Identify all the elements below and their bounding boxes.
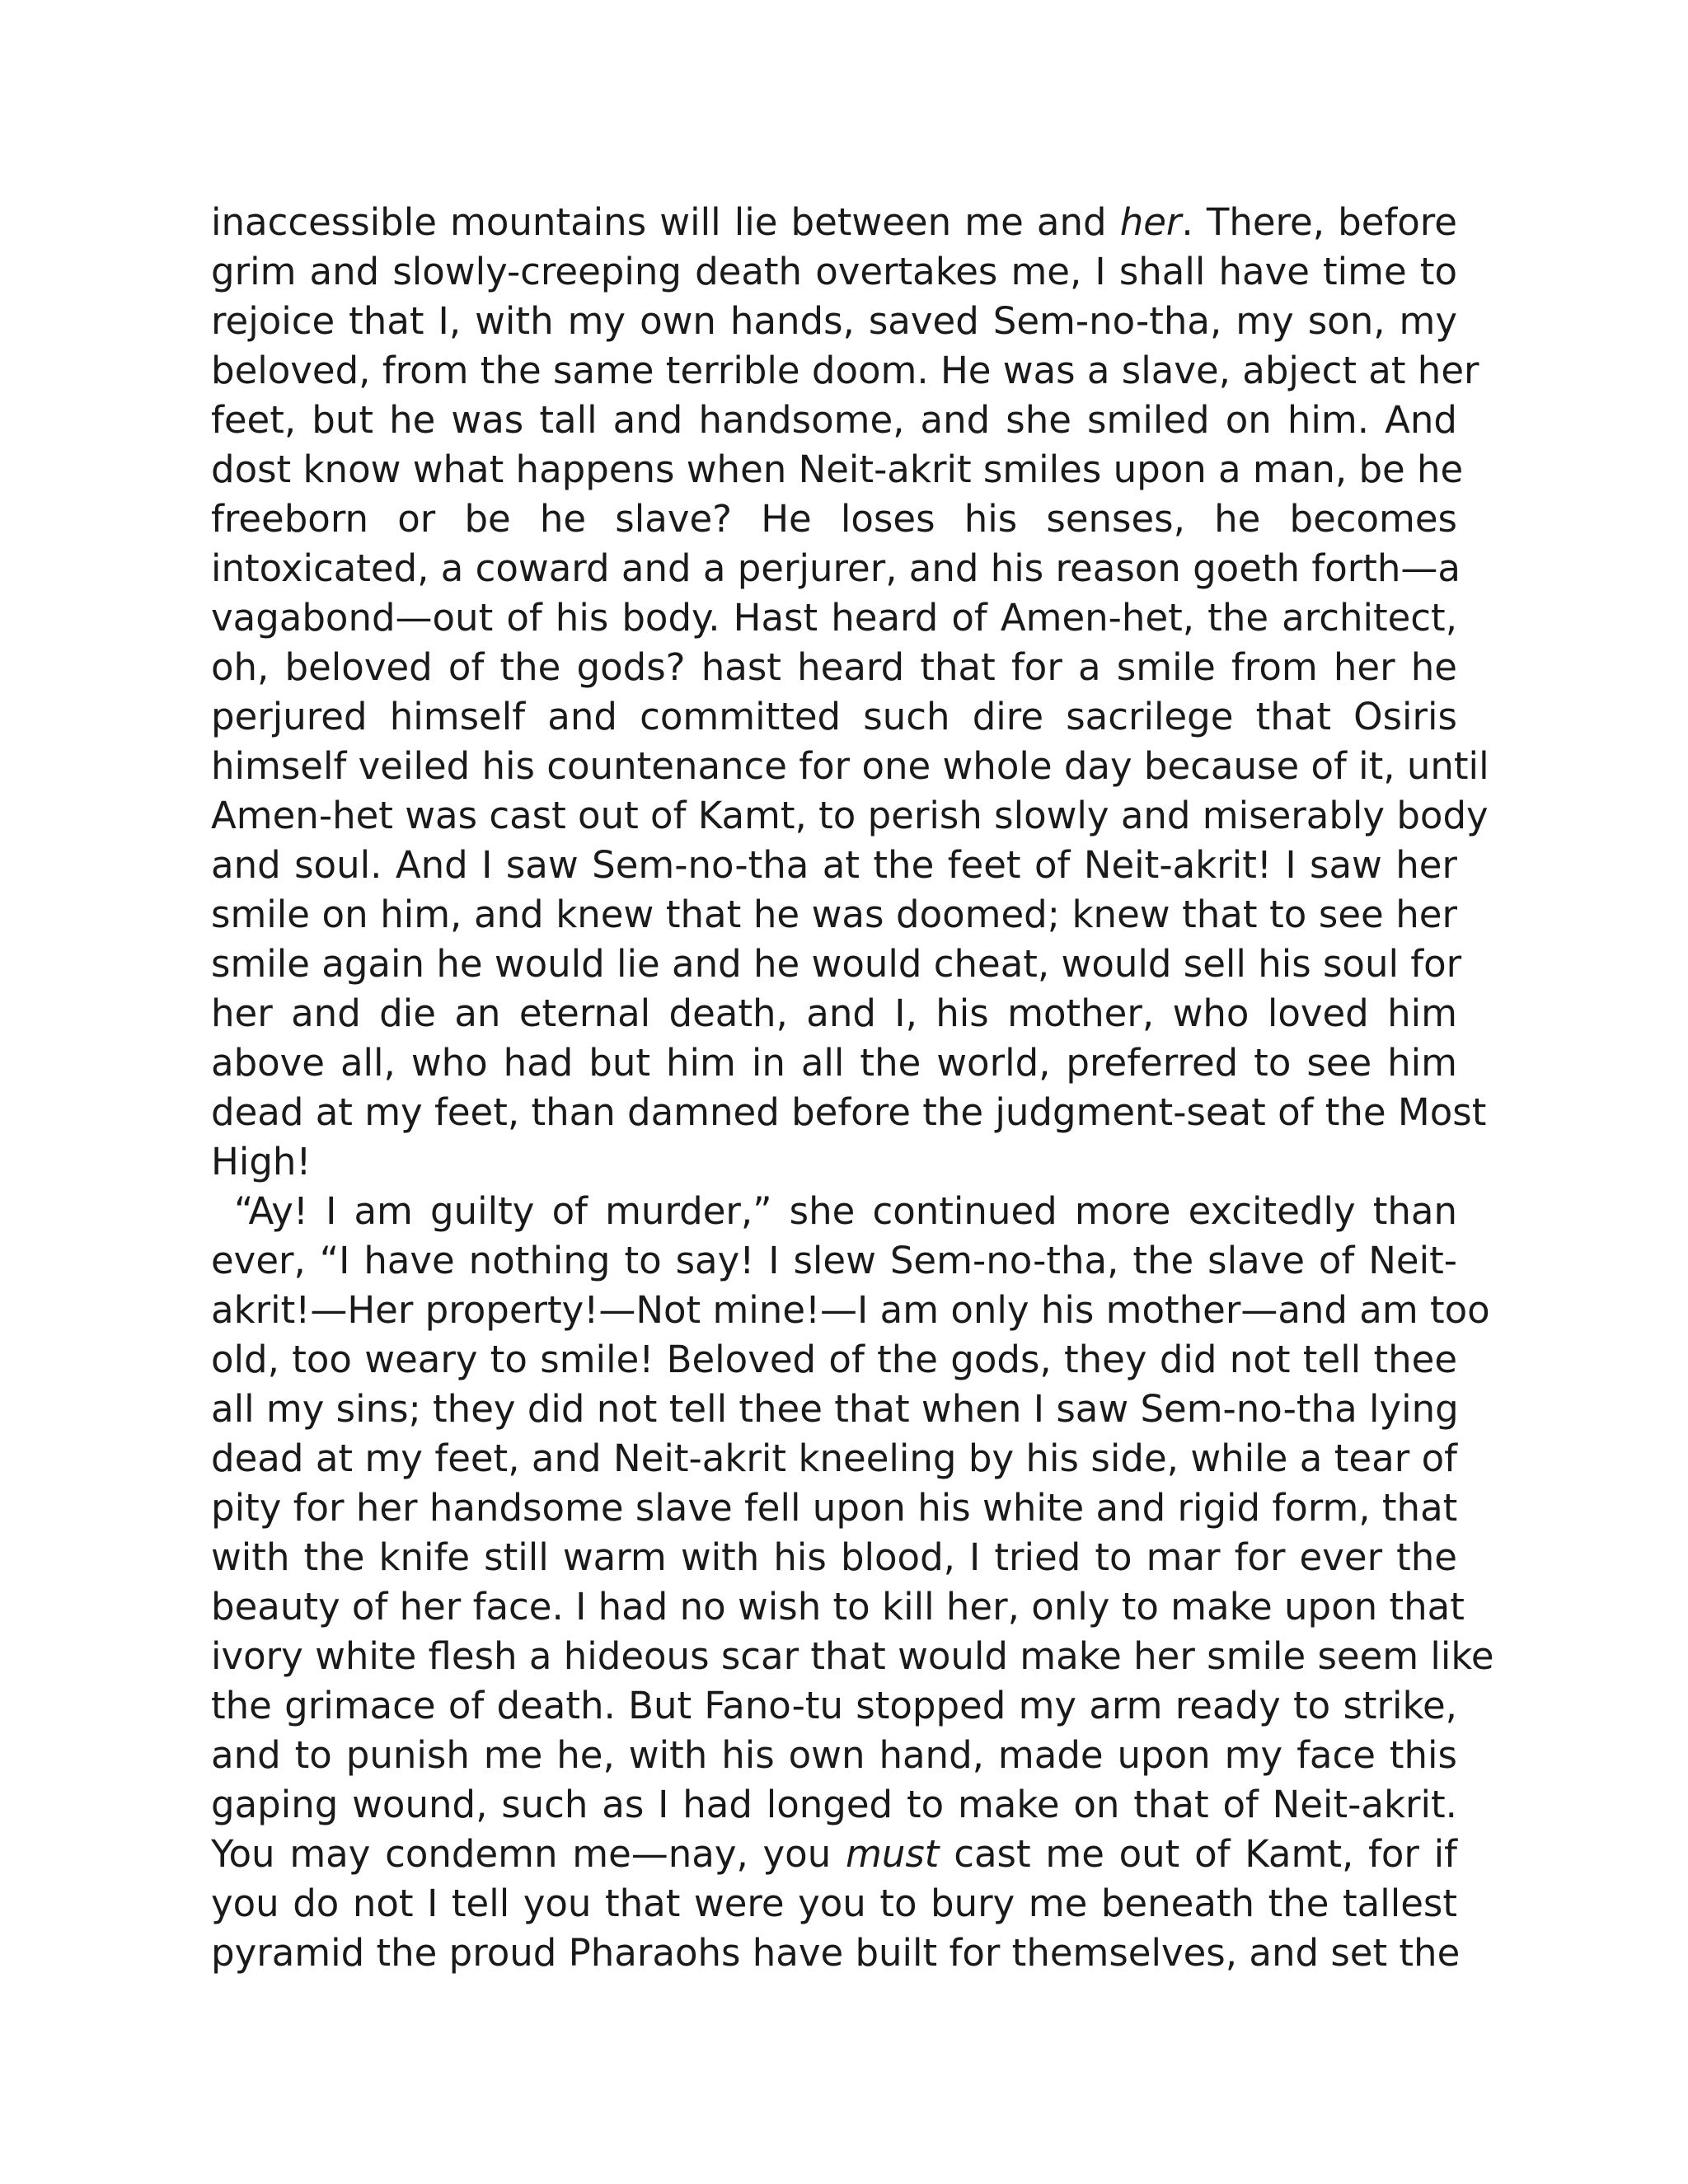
- text-line: above all, who had but him in all the world, preferred to see him: [211, 1041, 1457, 1085]
- text-line: gaping wound, such as I had longed to make on that of Neit-akrit.: [211, 1783, 1457, 1826]
- text-line: High!: [211, 1140, 312, 1183]
- text-line: dead at my feet, and Neit-akrit kneeling by his side, while a tear of: [211, 1436, 1457, 1480]
- body-text: [211, 198, 1494, 1978]
- text-line: smile on him, and knew that he was doomed; knew that to see her: [211, 893, 1457, 936]
- text-line: dead at my feet, than damned before the judgment-seat of the Most: [211, 1090, 1487, 1134]
- text-line: vagabond—out of his body. Hast heard of Amen-het, the architect,: [211, 596, 1457, 640]
- text-line: all my sins; they did not tell thee that when I saw Sem-no-tha lying: [211, 1387, 1459, 1431]
- text-line: with the knife still warm with his blood, I tried to mar for ever the: [211, 1535, 1457, 1579]
- text-line: the grimace of death. But Fano-tu stopped my arm ready to strike,: [211, 1684, 1457, 1727]
- text-line: “Ay! I am guilty of murder,” she continued more excitedly than: [234, 1189, 1457, 1233]
- text-line: pity for her handsome slave fell upon his white and rigid form, that: [211, 1486, 1458, 1530]
- text-line: akrit!—Her property!—Not mine!—I am only his mother—and am too: [211, 1288, 1490, 1332]
- text-line: ivory white flesh a hideous scar that would make her smile seem like: [211, 1634, 1494, 1678]
- text-line: smile again he would lie and he would cheat, would sell his soul for: [211, 942, 1462, 986]
- text-line: Amen-het was cast out of Kamt, to perish slowly and miserably body: [211, 794, 1489, 837]
- text-line: grim and slowly-creeping death overtakes me, I shall have time to: [211, 250, 1457, 293]
- text-line: perjured himself and committed such dire sacrilege that Osiris: [211, 695, 1457, 738]
- text-line: pyramid the proud Pharaohs have built for themselves, and set the: [211, 1931, 1461, 1975]
- text-line: and soul. And I saw Sem-no-tha at the feet of Neit-akrit! I saw her: [211, 843, 1457, 887]
- text-line: himself veiled his countenance for one whole day because of it, until: [211, 744, 1489, 788]
- text-line: oh, beloved of the gods? hast heard that for a smile from her he: [211, 645, 1457, 689]
- text-line: old, too weary to smile! Beloved of the gods, they did not tell thee: [211, 1338, 1457, 1381]
- italic-word: must: [846, 1832, 940, 1876]
- text-line: ever, “I have nothing to say! I slew Sem-no-tha, the slave of Neit-: [211, 1239, 1457, 1282]
- text-line: rejoice that I, with my own hands, saved Sem-no-tha, my son, my: [211, 299, 1457, 343]
- paragraph-1: [211, 198, 1489, 1187]
- text-line: inaccessible mountains will lie between me and her. There, before: [211, 200, 1457, 244]
- text-line: you do not I tell you that were you to bury me beneath the tallest: [211, 1882, 1457, 1925]
- italic-word: her: [1119, 200, 1182, 244]
- text-line: beauty of her face. I had no wish to kill her, only to make upon that: [211, 1585, 1465, 1629]
- text-line: her and die an eternal death, and I, his mother, who loved him: [211, 991, 1457, 1035]
- text-line: feet, but he was tall and handsome, and she smiled on him. And: [211, 398, 1457, 442]
- text-line: and to punish me he, with his own hand, made upon my face this: [211, 1733, 1457, 1777]
- paragraph-2: [211, 1187, 1494, 1978]
- text-line: You may condemn me—nay, you must cast me out of Kamt, for if: [211, 1832, 1457, 1876]
- text-line: dost know what happens when Neit-akrit smiles upon a man, be he: [211, 448, 1464, 491]
- text-line: intoxicated, a coward and a perjurer, and his reason goeth forth—a: [211, 546, 1461, 590]
- text-line: beloved, from the same terrible doom. He was a slave, abject at her: [211, 349, 1479, 392]
- text-line: freeborn or be he slave? He loses his senses, he becomes: [211, 497, 1457, 541]
